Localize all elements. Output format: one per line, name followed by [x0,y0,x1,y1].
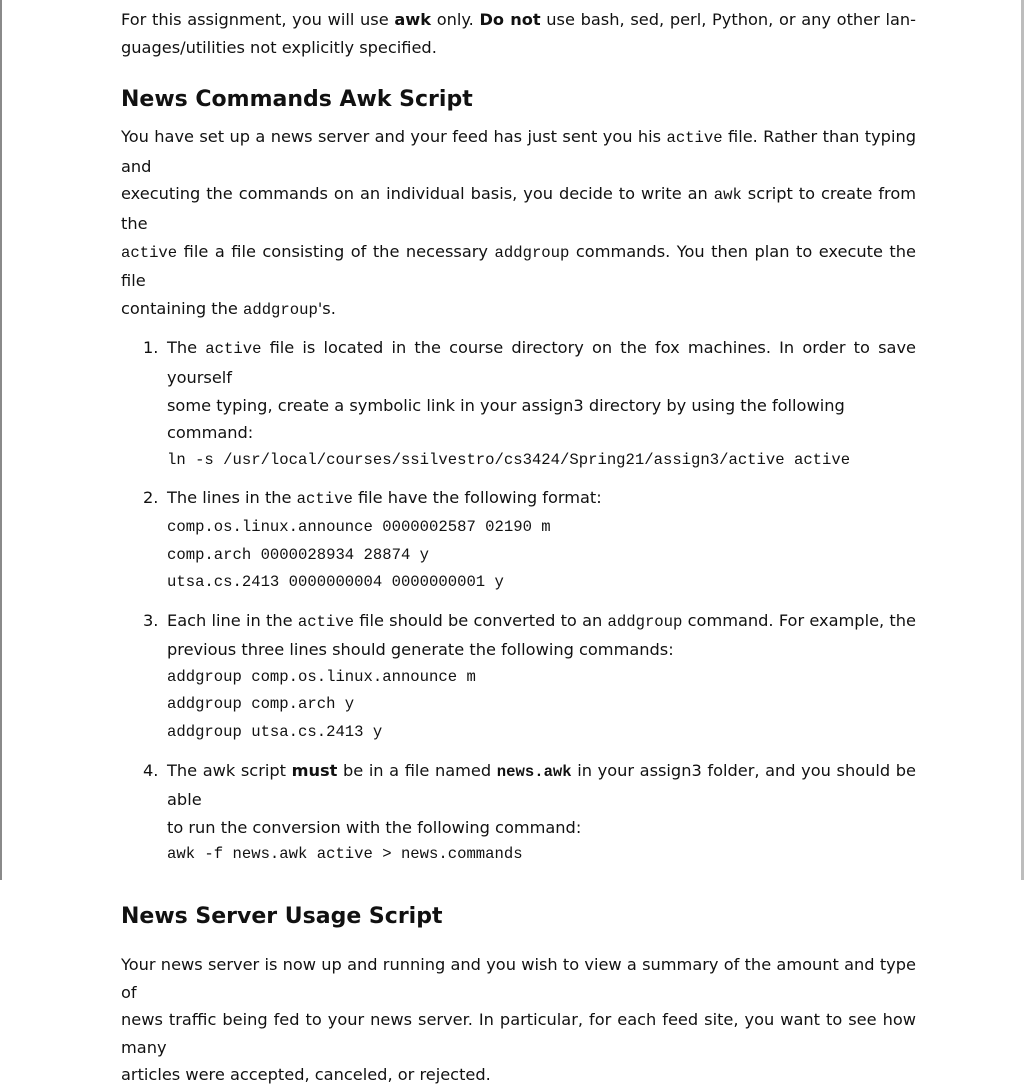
list-item-number: 2. [143,488,159,508]
section1-paragraph [121,123,916,324]
section-heading-news-commands: News Commands Awk Script [121,87,473,113]
intro-donot-bold: Do not [479,10,541,29]
code-line: comp.arch 0000028934 28874 y [167,545,430,564]
list-item-line: The active file is located in the course directory on the fox machines. In order to save yourself [167,338,916,387]
code-line: addgroup utsa.cs.2413 y [167,723,383,742]
intro-paragraph [121,6,916,61]
list-item-line: The lines in the active file have the following format: [167,488,602,509]
list-item [121,607,916,747]
section2-line-2: news traffic being fed to your news server. In particular, for each feed site, you want to see how many [121,1010,916,1057]
code-line: addgroup comp.arch y [167,695,355,714]
section2-line-1: Your news server is now up and running and you wish to view a summary of the amount and type of [121,955,916,1002]
section1-para-line-1: You have set up a news server and your feed has just sent you his active file. Rather than typing and [121,127,916,176]
code-line: utsa.cs.2413 0000000004 0000000001 y [167,573,504,592]
list-item [121,757,916,869]
intro-awk-bold: awk [394,10,432,29]
page-left-border [0,0,2,880]
code-line: ln -s /usr/local/courses/ssilvestro/cs3424/Spring21/assign3/active active [167,450,851,469]
list-item-line: to run the conversion with the following command: [167,817,582,837]
document-page [121,6,916,1089]
list-item [121,334,916,474]
list-item-line: previous three lines should generate the following commands: [167,640,674,660]
intro-line-1: For this assignment, you will use awk only. Do not use bash, sed, perl, Python, or any other lan- [121,10,916,29]
section1-para-line-3: active file a file consisting of the necessary addgroup commands. You then plan to execute the file [121,241,916,291]
section2-line-3: articles were accepted, canceled, or rejected. [121,1065,491,1085]
section2-paragraph [121,951,916,1089]
code-line: awk -f news.awk active > news.commands [167,845,523,864]
list-item-line: some typing, create a symbolic link in your assign3 directory by using the following command: [167,395,845,443]
section1-para-line-2: executing the commands on an individual basis, you decide to write an awk script to create from the [121,184,917,233]
code-line: comp.os.linux.announce 0000002587 02190 m [167,517,551,536]
section-heading-news-server-usage: News Server Usage Script [121,904,443,930]
list-item-line: Each line in the active file should be converted to an addgroup command. For example, the [167,610,916,631]
list-item-number: 3. [143,610,159,630]
code-line: addgroup comp.os.linux.announce m [167,667,476,686]
intro-line-2: guages/utilities not explicitly specified. [121,37,437,57]
list-item-number: 4. [143,760,159,780]
list-item-line: The awk script must be in a file named news.awk in your assign3 folder, and you should be able [167,760,917,810]
section1-para-line-4: containing the addgroup's. [121,298,336,319]
list-item-number: 1. [143,338,159,358]
list-item [121,484,916,596]
